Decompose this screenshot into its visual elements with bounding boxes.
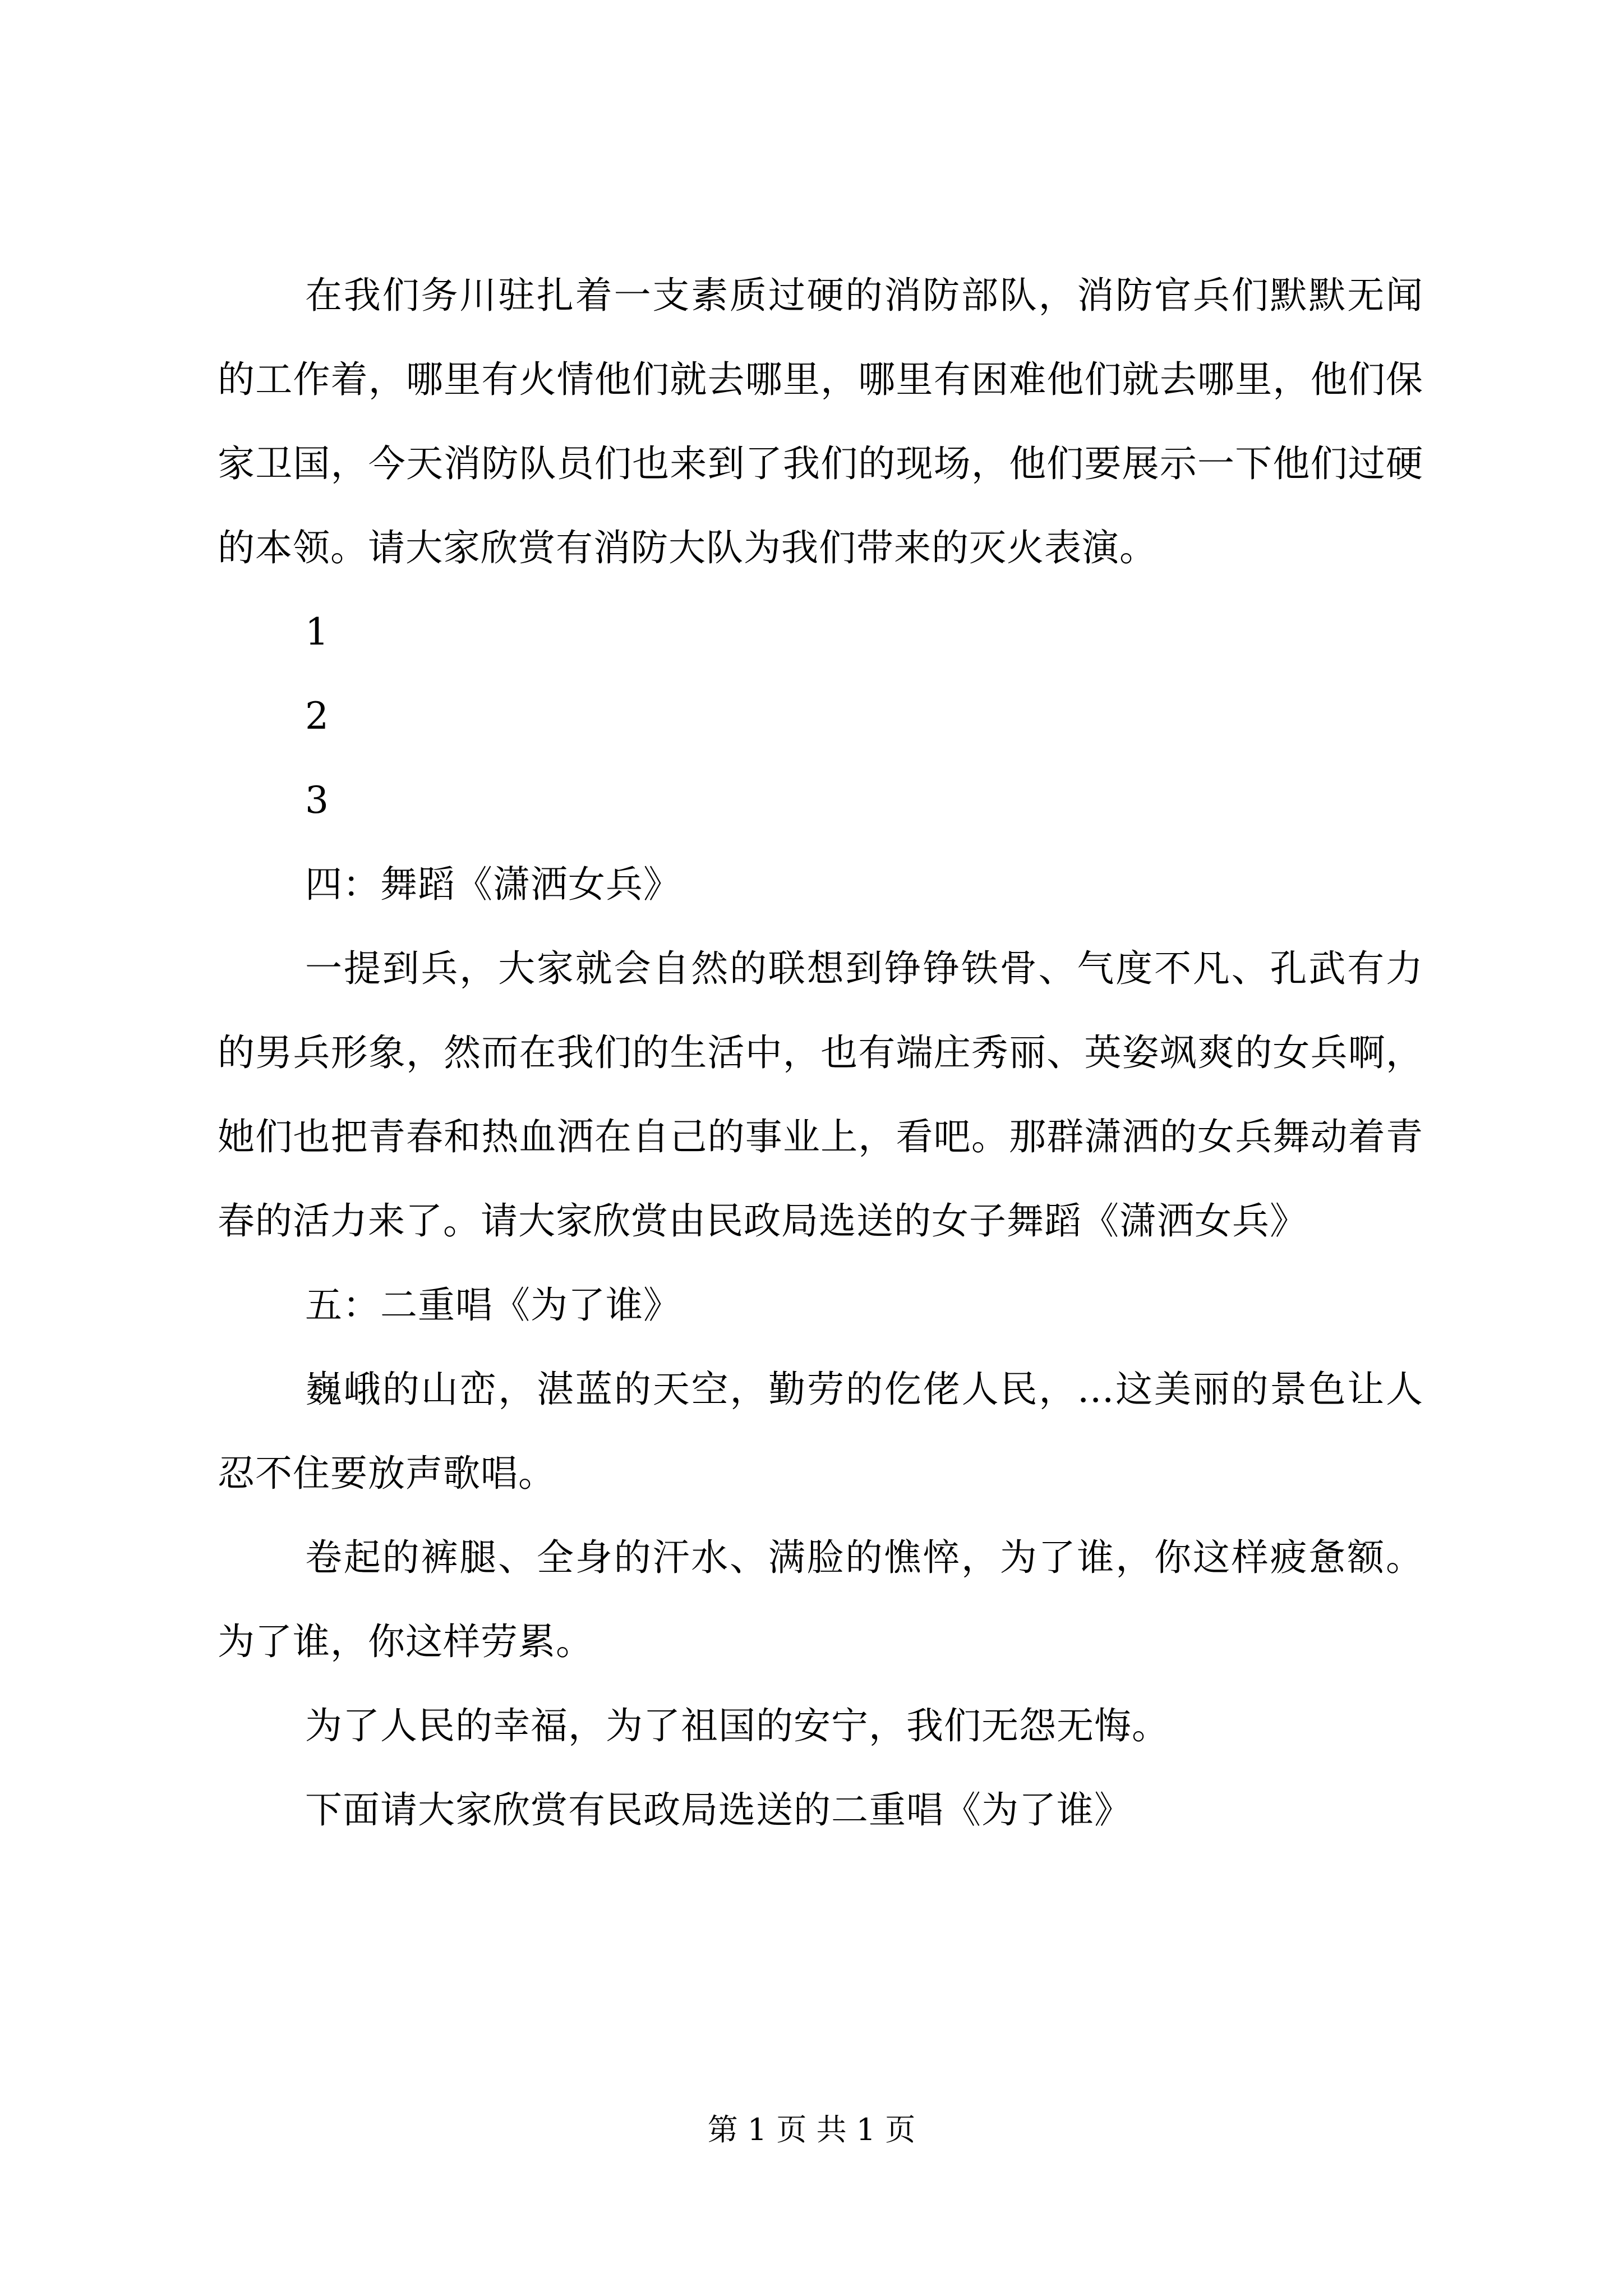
list-number-2: 2	[305, 694, 329, 738]
paragraph-no-regrets: 为了人民的幸福，为了祖国的安宁，我们无怨无悔。	[305, 1704, 1169, 1747]
paragraph-hard-work: 卷起的裤腿、全身的汗水、满脸的憔悴，为了谁，你这样疲惫额。为了谁，你这样劳累。	[218, 1536, 1423, 1663]
section-heading-dance: 四：舞蹈《潇洒女兵》	[305, 863, 681, 906]
page-footer: 第 1 页 共 1 页	[707, 2112, 916, 2147]
document-body	[218, 254, 1423, 1852]
paragraph-landscape: 巍峨的山峦，湛蓝的天空，勤劳的仡佬人民，...这美丽的景色让人忍不住要放声歌唱。	[218, 1368, 1423, 1495]
section-heading-duet: 五：二重唱《为了谁》	[305, 1283, 681, 1327]
paragraph-dance-intro: 一提到兵，大家就会自然的联想到铮铮铁骨、气度不凡、孔武有力的男兵形象，然而在我们的生活中，也有端庄秀丽、英姿飒爽的女兵啊，她们也把青春和热血洒在自己的事业上，看吧。那群潇洒的女兵舞动着青春的活力来了。请大家欣赏由民政局选送的女子舞蹈《潇洒女兵》	[218, 947, 1423, 1243]
list-number-1: 1	[305, 610, 329, 654]
paragraph-fire-brigade-intro: 在我们务川驻扎着一支素质过硬的消防部队，消防官兵们默默无闻的工作着，哪里有火情他们就去哪里，哪里有困难他们就去哪里，他们保家卫国，今天消防队员们也来到了我们的现场，他们要展示一下他们过硬的本领。请大家欣赏有消防大队为我们带来的灭火表演。	[218, 274, 1423, 569]
paragraph-duet-intro: 下面请大家欣赏有民政局选送的二重唱《为了谁》	[305, 1788, 1132, 1832]
list-number-3: 3	[305, 779, 329, 822]
